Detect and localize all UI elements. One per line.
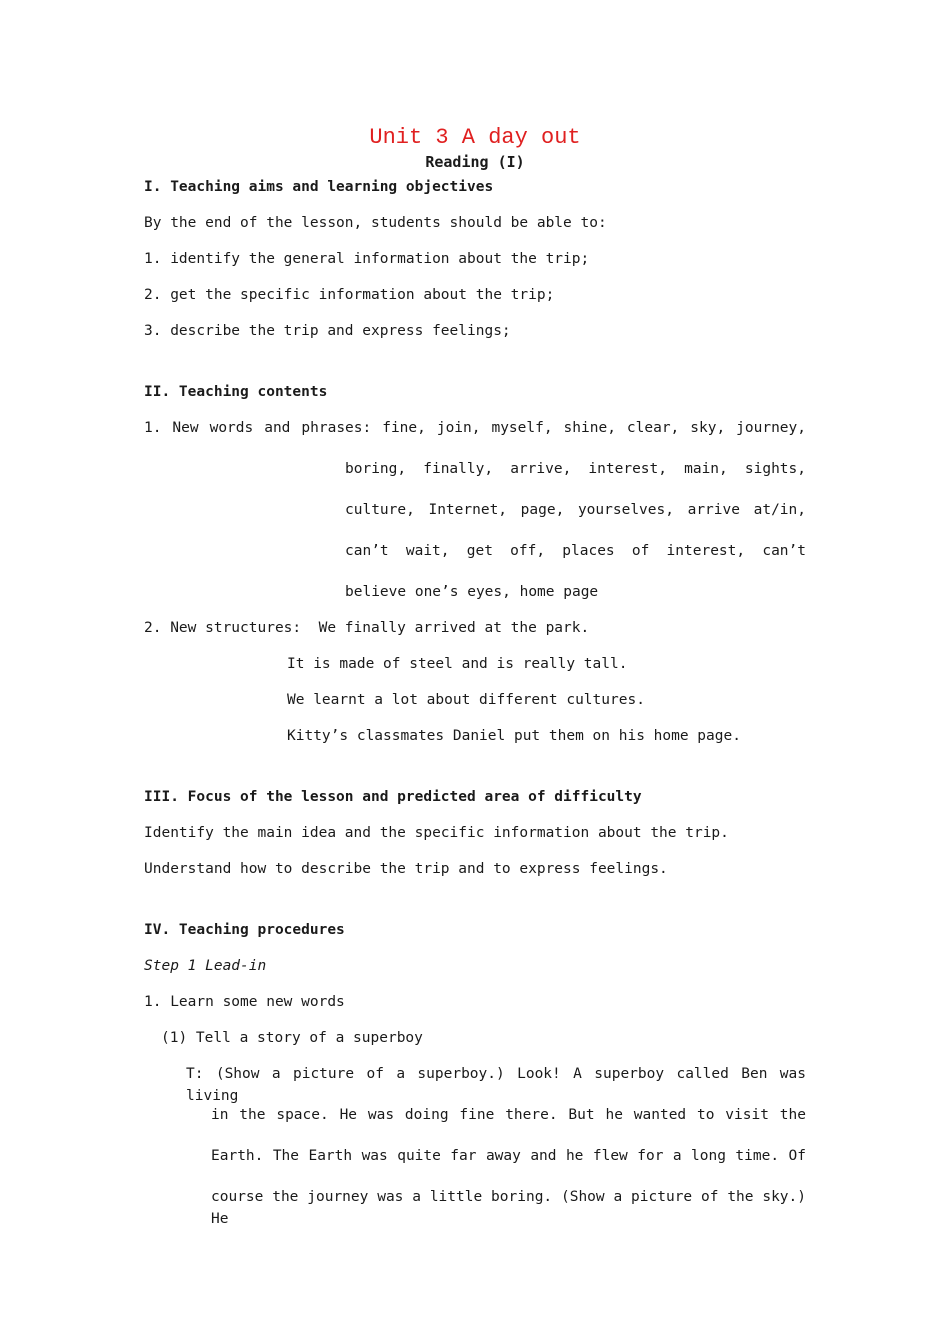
structures-line: It is made of steel and is really tall. (287, 656, 628, 672)
words-line: can’t wait, get off, places of interest, can’t (345, 543, 806, 559)
document-title: Unit 3 A day out (369, 125, 581, 150)
aims-item: 3. describe the trip and express feelings; (144, 323, 511, 339)
structures-line: 2. New structures: We finally arrived at the park. (144, 620, 590, 636)
story-line: Earth. The Earth was quite far away and he flew for a long time. Of (211, 1148, 806, 1164)
words-line: boring, finally, arrive, interest, main, sights, (345, 461, 806, 477)
words-line: believe one’s eyes, home page (345, 584, 599, 600)
aims-intro: By the end of the lesson, students should be able to: (144, 215, 607, 231)
procedure-item: 1. Learn some new words (144, 994, 345, 1010)
section-heading-aims: I. Teaching aims and learning objectives (144, 179, 494, 195)
words-line: culture, Internet, page, yourselves, arrive at/in, (345, 502, 806, 518)
story-line: course the journey was a little boring. (Show a picture of the sky.) He (211, 1189, 806, 1227)
aims-item: 2. get the specific information about the trip; (144, 287, 555, 303)
structures-line: Kitty’s classmates Daniel put them on his home page. (287, 728, 741, 744)
procedure-subitem: (1) Tell a story of a superboy (161, 1030, 423, 1046)
section-heading-focus: III. Focus of the lesson and predicted area of difficulty (144, 789, 642, 805)
story-line: in the space. He was doing fine there. But he wanted to visit the (211, 1107, 806, 1123)
focus-line: Identify the main idea and the specific information about the trip. (144, 825, 729, 841)
section-heading-procedures: IV. Teaching procedures (144, 922, 345, 938)
story-line: T: (Show a picture of a superboy.) Look! A superboy called Ben was living (186, 1066, 806, 1104)
step-heading: Step 1 Lead-in (144, 958, 267, 974)
section-heading-contents: II. Teaching contents (144, 384, 328, 400)
focus-line: Understand how to describe the trip and to express feelings. (144, 861, 668, 877)
aims-item: 1. identify the general information about the trip; (144, 251, 590, 267)
document-subtitle: Reading (I) (425, 153, 525, 171)
structures-line: We learnt a lot about different cultures. (287, 692, 645, 708)
words-line: 1. New words and phrases: fine, join, myself, shine, clear, sky, journey, (144, 420, 806, 436)
